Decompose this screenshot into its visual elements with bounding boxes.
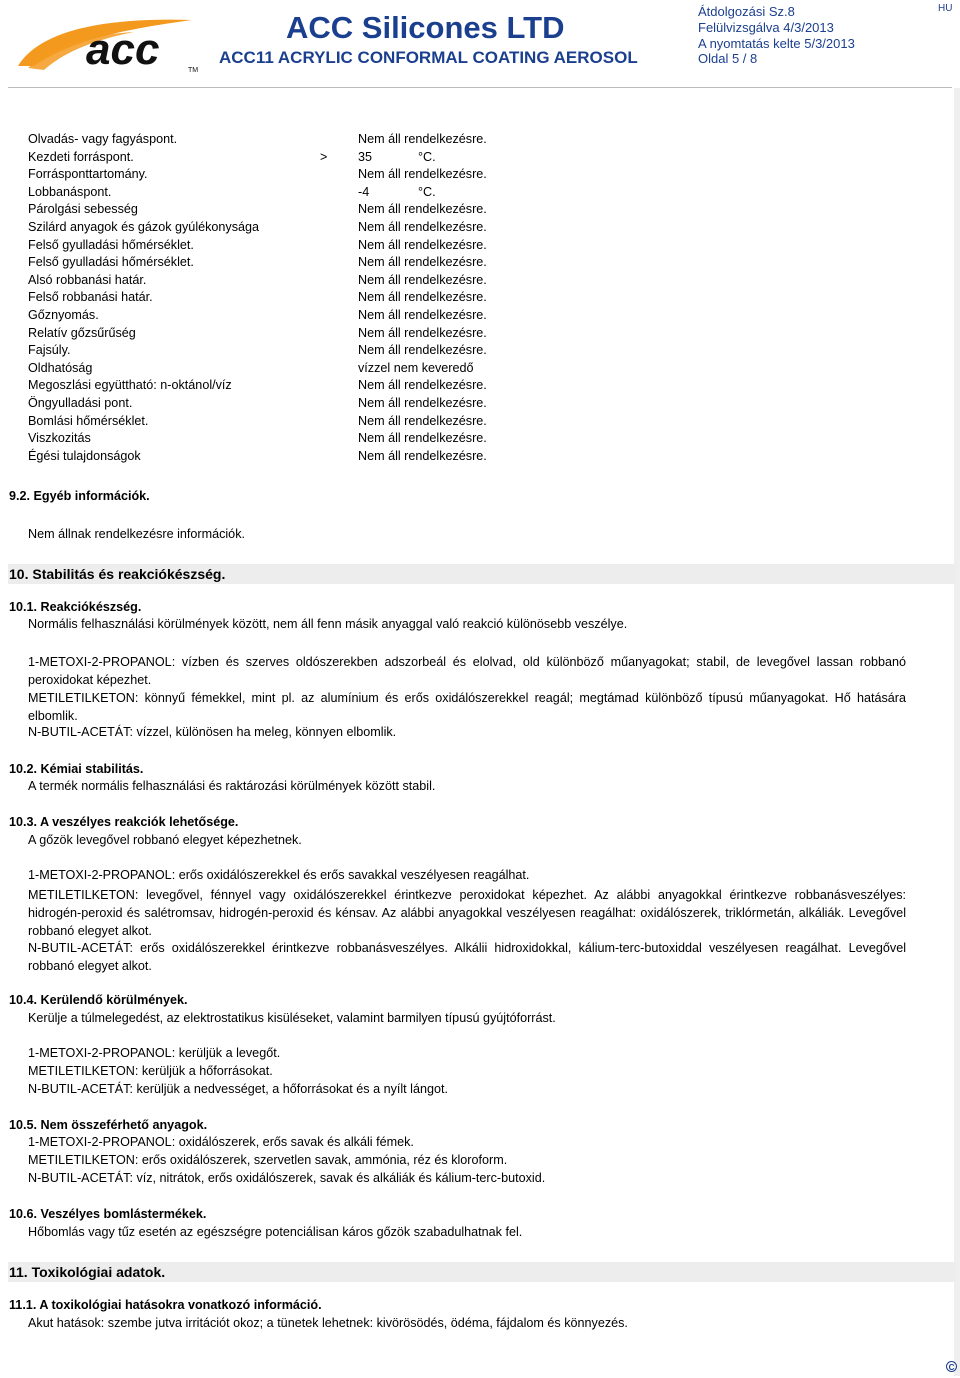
property-name: Relatív gőzsűrűség [28,325,136,340]
page-number: Oldal 5 / 8 [698,51,758,66]
property-row [28,395,548,412]
text-10-5-l2: METILETILKETON: erős oxidálószerek, szervetlen savak, ammónia, réz és kloroform. [28,1153,508,1167]
acc-logo [14,14,204,74]
page-header [0,0,960,85]
logo-tm: TM [188,67,199,74]
property-value: Nem áll rendelkezésre. [358,431,487,446]
property-name: Fajsúly. [28,343,71,358]
text-10-3-p2: 1-METOXI-2-PROPANOL: erős oxidálószerekkel és erős savakkal veszélyesen reagálhat. [28,868,530,882]
property-value: Nem áll rendelkezésre. [358,396,487,410]
property-value: Nem áll rendelkezésre. [358,343,487,358]
property-value: 35 [358,149,373,164]
property-name: Felső gyulladási hőmérséklet. [28,255,194,270]
text-10-4-l1: 1-METOXI-2-PROPANOL: kerüljük a levegőt. [28,1046,281,1060]
property-name: Bomlási hőmérséklet. [28,413,149,428]
heading-10-3: 10.3. A veszélyes reakciók lehetősége. [9,815,239,829]
text-11-1: Akut hatások: szembe jutva irritációt okoz; a tünetek lehetnek: kivörösödés, ödéma, fájdalom és könnyezés. [28,1316,628,1330]
print-date: A nyomtatás kelte 5/3/2013 [698,36,855,51]
text-10-2: A termék normális felhasználási és raktározási körülmények között stabil. [28,779,436,793]
property-name: Megoszlási együttható: n-oktánol/víz [28,378,232,393]
section-heading-9-2: 9.2. Egyéb információk. [9,489,150,503]
text-10-3: A gőzök levegővel robbanó elegyet képezhetnek. [28,833,302,847]
property-row [28,201,548,218]
property-name: Gőznyomás. [28,308,99,322]
property-row [28,325,548,342]
property-row [28,149,548,166]
section-text-9-2: Nem állnak rendelkezésre információk. [28,527,245,541]
property-row [28,360,548,377]
property-value: Nem áll rendelkezésre. [358,220,487,234]
heading-10-4: 10.4. Kerülendő körülmények. [9,993,188,1007]
property-unit: °C. [418,149,436,164]
property-value: Nem áll rendelkezésre. [358,202,487,217]
text-10-1-p3: METILETILKETON: könnyű fémekkel, mint pl. az alumínium és erős oxidálószerekkel reagál; megtámad különböző típusú műanyagokat. Hő hatására elbomlik. [28,691,906,723]
property-row [28,166,548,183]
heading-10-1: 10.1. Reakciókészség. [9,600,142,614]
text-10-1: Normális felhasználási körülmények között, nem áll fenn másik anyaggal való reakció különösebb veszélye. [28,617,628,631]
property-name: Olvadás- vagy fagyáspont. [28,132,178,146]
property-row [28,219,548,236]
language-code: HU [938,3,953,14]
property-name: Forrásponttartomány. [28,167,148,182]
property-row [28,342,548,359]
heading-11-1: 11.1. A toxikológiai hatásokra vonatkozó információ. [9,1298,322,1312]
property-name: Felső gyulladási hőmérséklet. [28,237,194,252]
property-name: Égési tulajdonságok [28,448,141,463]
copyright-icon: C [946,1361,957,1372]
property-name: Öngyulladási pont. [28,396,133,410]
text-10-4-l2: METILETILKETON: kerüljük a hőforrásokat. [28,1064,273,1078]
property-row [28,184,548,201]
property-row [28,377,548,394]
text-10-4: Kerülje a túlmelegedést, az elektrostatikus kisüléseket, valamint barmilyen típusú gyújtóforrást. [28,1011,556,1025]
product-name: ACC11 ACRYLIC CONFORMAL COATING AEROSOL [219,48,638,67]
property-row [28,430,548,447]
property-row [28,413,548,430]
header-divider [8,87,952,88]
heading-10-2: 10.2. Kémiai stabilitás. [9,762,144,776]
text-10-1-p2: 1-METOXI-2-PROPANOL: vízben és szerves oldószerekben adszorbeál és elolvad, old különböző műanyagokat; stabil, de levegővel lassan robbanó peroxidokat képezhet. [28,655,906,687]
right-margin-bar [954,88,960,1376]
property-value: -4 [358,184,370,199]
text-10-5-l3: N-BUTIL-ACETÁT: víz, nitrátok, erős oxidálószerek, savak és alkáliák és kálium-terc-butoxid. [28,1171,546,1185]
property-value: Nem áll rendelkezésre. [358,325,487,340]
property-name: Alsó robbanási határ. [28,272,147,287]
text-10-6: Hőbomlás vagy tűz esetén az egészségre potenciálisan káros gőzök szabadulhatnak fel. [28,1225,523,1239]
property-value: Nem áll rendelkezésre. [358,308,487,322]
property-name: Oldhatóság [28,360,93,375]
property-value: Nem áll rendelkezésre. [358,378,487,393]
property-value: Nem áll rendelkezésre. [358,290,487,305]
company-name: ACC Silicones LTD [286,10,565,45]
property-row [28,448,548,465]
logo-wordmark: acc [86,25,160,74]
property-name: Felső robbanási határ. [28,290,153,305]
property-operator: > [320,149,328,164]
property-value: Nem áll rendelkezésre. [358,132,487,146]
property-name: Kezdeti forráspont. [28,149,134,164]
property-value: vízzel nem keveredő [358,360,474,375]
property-value: Nem áll rendelkezésre. [358,272,487,287]
property-row [28,289,548,306]
property-row [28,254,548,271]
property-row [28,307,548,324]
property-name: Párolgási sebesség [28,202,138,217]
section-title-10: 10. Stabilitás és reakciókészség. [9,566,226,582]
text-10-5-l1: 1-METOXI-2-PROPANOL: oxidálószerek, erős savak és alkáli fémek. [28,1135,414,1149]
text-10-3-p4: N-BUTIL-ACETÁT: erős oxidálószerekkel érintkezve robbanásveszélyes. Alkálii hidroxidokkal, kálium-terc-butoxiddal veszélyesen reagálhat. Levegővel robbanó elegyet alkot. [28,941,906,973]
property-name: Lobbanáspont. [28,184,112,199]
text-10-1-p4: N-BUTIL-ACETÁT: vízzel, különösen ha meleg, könnyen elbomlik. [28,725,397,739]
heading-10-6: 10.6. Veszélyes bomlástermékek. [9,1207,207,1221]
property-value: Nem áll rendelkezésre. [358,448,487,463]
revision-number: Átdolgozási Sz.8 [698,4,795,19]
property-unit: °C. [418,184,436,199]
text-10-4-l3: N-BUTIL-ACETÁT: kerüljük a nedvességet, a hőforrásokat és a nyílt lángot. [28,1082,448,1096]
property-value: Nem áll rendelkezésre. [358,413,487,428]
heading-10-5: 10.5. Nem összeférhető anyagok. [9,1118,208,1132]
property-name: Szilárd anyagok és gázok gyúlékonysága [28,220,260,234]
property-row [28,131,548,148]
section-title-11: 11. Toxikológiai adatok. [9,1264,166,1280]
text-10-3-p3: METILETILKETON: levegővel, fénnyel vagy oxidálószerekkel érintkezve peroxidokat képezhet. Az alábbi anyagokkal érintkezve robbanásveszélyes: hidrogén-peroxid és salétromsav, hidrogén-peroxid és kénsav. Az alábbi anyagokkal veszélyesen reagálhat: oxidálószerek, triklórmetán, alkáliák. Levegővel robbanó elegyet alkot. [28,888,906,938]
property-value: Nem áll rendelkezésre. [358,167,487,182]
property-value: Nem áll rendelkezésre. [358,237,487,252]
review-date: Felülvizsgálva 4/3/2013 [698,20,834,35]
property-row [28,237,548,254]
property-row [28,272,548,289]
property-name: Viszkozitás [28,431,91,446]
property-value: Nem áll rendelkezésre. [358,255,487,270]
